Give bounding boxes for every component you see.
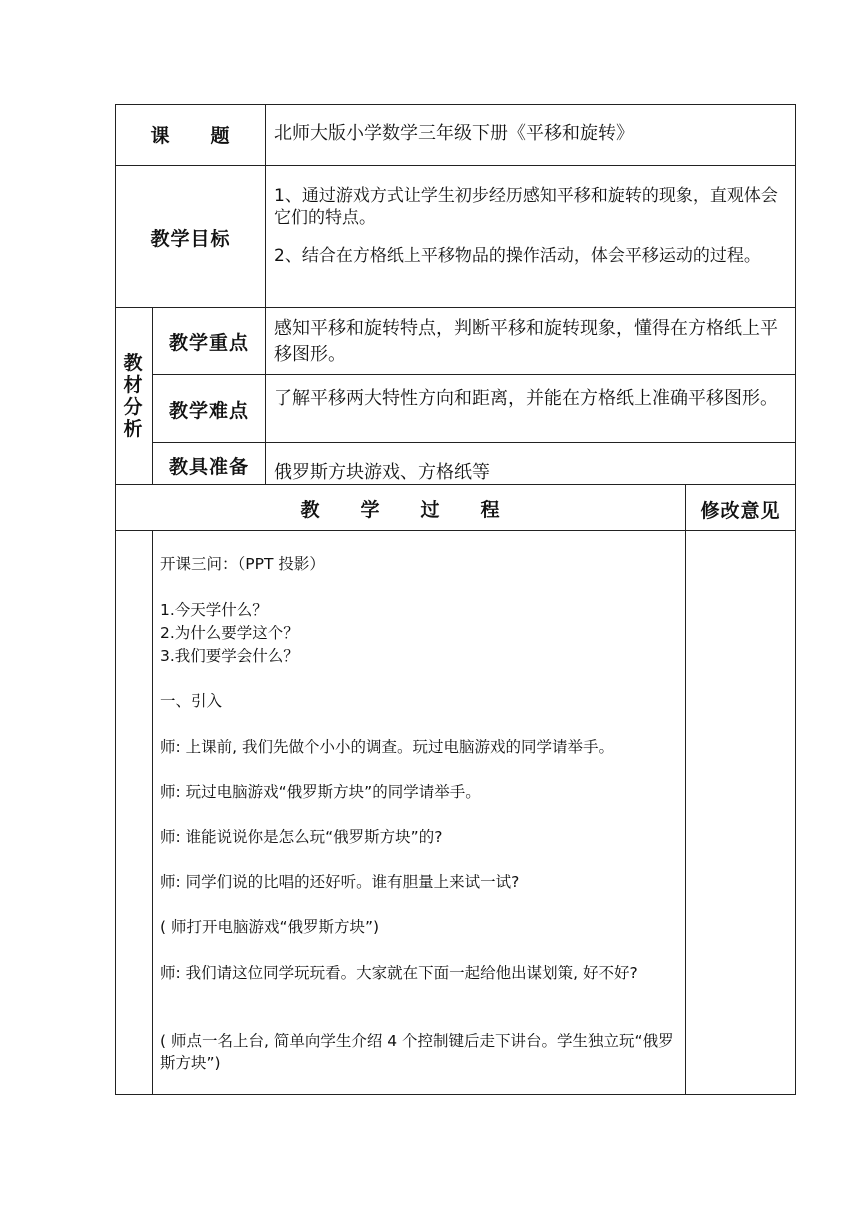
key-points-value: 感知平移和旋转特点，判断平移和旋转现象，懂得在方格纸上平移图形。 <box>274 318 778 365</box>
process-line: 2.为什么要学这个？ <box>160 624 299 642</box>
table-border <box>115 1094 796 1095</box>
process-line: 师: 同学们说的比唱的还好听。谁有胆量上来试一试? <box>160 873 520 891</box>
process-line: 1.今天学什么？ <box>160 601 268 619</box>
process-line: 开课三问：（PPT 投影） <box>160 555 325 573</box>
topic-value: 北师大版小学数学三年级下册《平移和旋转》 <box>274 123 634 144</box>
materials-label: 教具准备 <box>168 456 249 478</box>
process-line: ( 师打开电脑游戏“俄罗斯方块”) <box>160 918 380 936</box>
process-line: 师: 玩过电脑游戏“俄罗斯方块”的同学请举手。 <box>160 783 481 801</box>
key-points-label: 教学重点 <box>168 332 249 354</box>
difficulties-value: 了解平移两大特性方向和距离，并能在方格纸上准确平移图形。 <box>274 388 778 409</box>
table-border <box>115 307 796 308</box>
table-border <box>152 442 796 443</box>
analysis-label <box>122 352 146 440</box>
table-border <box>115 104 796 105</box>
table-border <box>115 484 796 485</box>
table-border <box>115 104 116 1095</box>
table-border <box>152 530 153 1094</box>
difficulties-label: 教学难点 <box>168 400 249 422</box>
process-label: 教 学 过 程 <box>300 499 501 521</box>
process-line: 师: 我们请这位同学玩玩看。大家就在下面一起给他出谋划策, 好不好? <box>160 964 638 982</box>
process-line: 师: 上课前, 我们先做个小小的调查。玩过电脑游戏的同学请举手。 <box>160 738 615 756</box>
table-border <box>115 530 796 531</box>
objective-item-1: 1、通过游戏方式让学生初步经历感知平移和旋转的现象，直观体会它们的特点。 <box>274 186 778 228</box>
revise-label: 修改意见 <box>700 500 781 522</box>
process-line: ( 师点一名上台, 简单向学生介绍 4 个控制键后走下讲台。学生独立玩“俄罗斯方块”) <box>160 1032 674 1072</box>
table-border <box>265 104 266 484</box>
process-line: 师: 谁能说说你是怎么玩“俄罗斯方块”的? <box>160 828 443 846</box>
table-border <box>152 374 796 375</box>
objective-item-2: 2、结合在方格纸上平移物品的操作活动，体会平移运动的过程。 <box>274 246 761 266</box>
process-line: 一、引入 <box>160 692 223 710</box>
objectives-label: 教学目标 <box>150 228 231 250</box>
materials-value: 俄罗斯方块游戏、方格纸等 <box>274 462 490 483</box>
table-border <box>115 165 796 166</box>
analysis-label-text: 教材分析 <box>123 352 143 440</box>
table-border <box>685 484 686 1094</box>
topic-label: 课 题 <box>150 125 231 147</box>
process-line: 3.我们要学会什么？ <box>160 647 299 665</box>
table-border <box>795 104 796 1095</box>
